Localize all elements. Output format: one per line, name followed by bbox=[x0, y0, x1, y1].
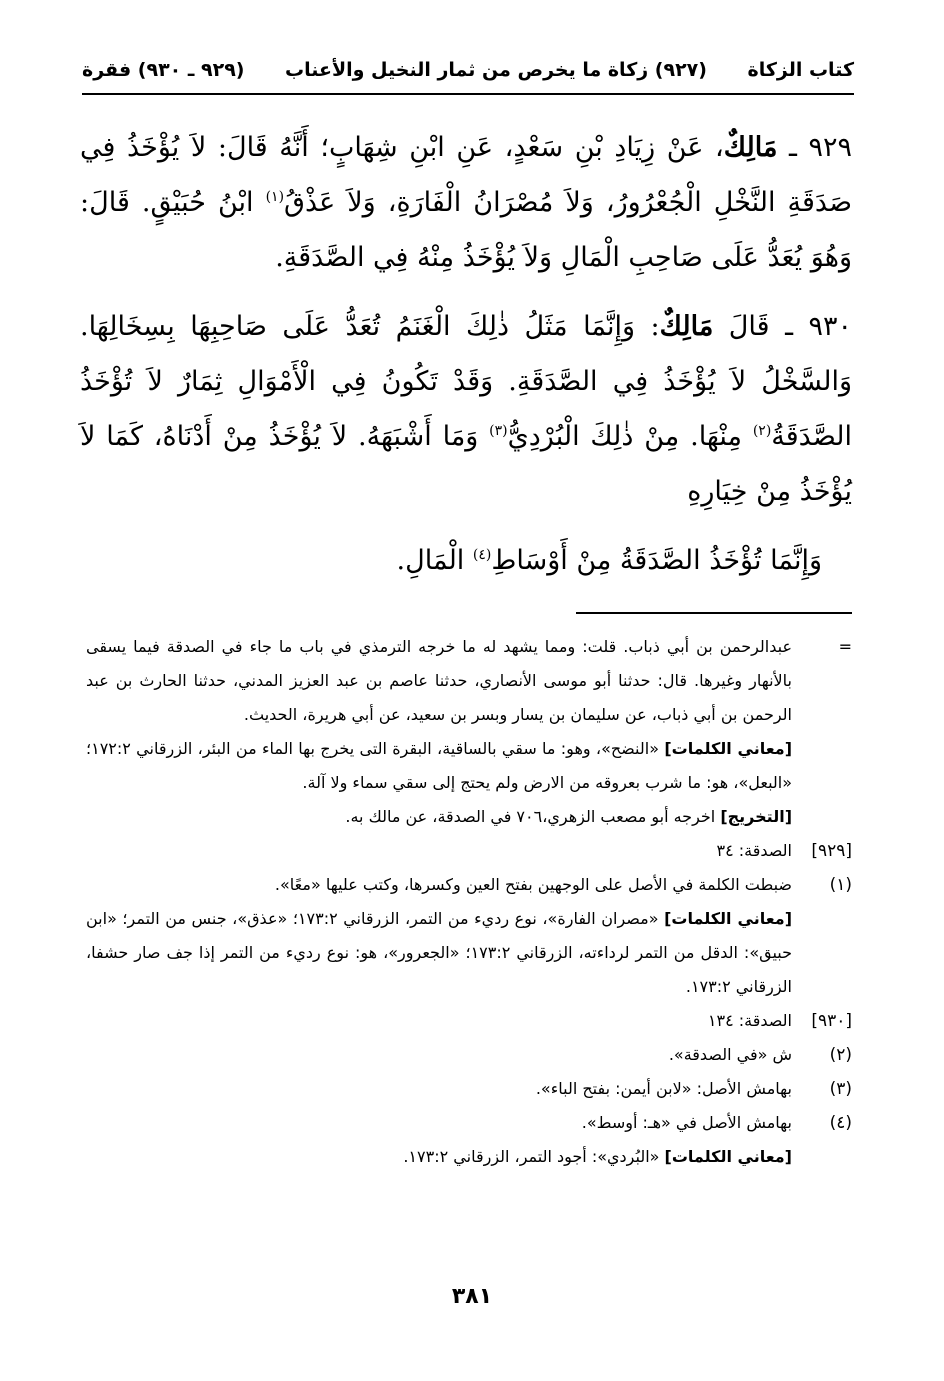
paragraph-text: ، عَنْ زِيَادِ بْنِ سَعْدٍ، عَنِ ابْنِ شِهَابٍ؛ أَنَّهُ قَالَ: لاَ يُؤْخَذُ فِي صَدَقَةِ النَّخْلِ الْجُعْرُورُ، وَلاَ مُصْرَانُ الْفَارَةِ، وَلاَ عَذْقُ bbox=[80, 132, 852, 218]
narrator-name: مَالِكٌ bbox=[659, 311, 714, 342]
main-text bbox=[80, 120, 852, 602]
paragraph-text: وَإِنَّمَا تُؤْخَذُ الصَّدَقَةُ مِنْ أَوْسَاطِ bbox=[491, 545, 822, 576]
paragraph-text: مِنْهَا. مِنْ ذٰلِكَ الْبُرْدِيُّ bbox=[507, 421, 753, 452]
continuation-mark: = bbox=[838, 637, 852, 656]
footnote-mark: (٢) bbox=[829, 1045, 852, 1065]
note-text: عبدالرحمن بن أبي ذباب. قلت: ومما يشهد له ما خرجه الترمذي في باب ما جاء في الصدقة فيما يسقى بالأنهار وغيرها. قال: حدثنا أبو موسى الأنصاري، حدثنا عاصم بن عبد العزيز المدني، حدثنا الحارث بن عبد الرحمن بن أبي ذباب، عن سليمان بن يسار وبسر بن سعيد، عن أبي هريرة، الحديث. bbox=[86, 637, 792, 724]
footnote-mark: (٤) bbox=[829, 1113, 852, 1133]
paragraph-text: قَالَ bbox=[713, 311, 770, 342]
footnote-2 bbox=[86, 1038, 852, 1072]
footnote-ref[interactable]: (١) bbox=[265, 189, 285, 205]
paragraph-930 bbox=[80, 299, 852, 519]
note-text: «النضح»، وهو: ما سقي بالساقية، البقرة التى يخرج بها الماء من البئر، الزرقاني ١٧٢:٢؛ «البعل»، هو: ما شرب بعروقه من الارض ولم يحتج إلى سقي سماء ولا آلة. bbox=[86, 739, 792, 792]
section-label: [معاني الكلمات] bbox=[664, 909, 793, 928]
paragraph-text: الْمَالِ. bbox=[396, 545, 473, 576]
page-number: ٣٨١ bbox=[451, 1284, 493, 1309]
note-text: الصدقة: ١٣٤ bbox=[707, 1011, 792, 1030]
note-text: «مصران الفارة»، نوع رديء من التمر، الزرقاني ١٧٣:٢؛ «عذق»، جنس من التمر؛ «ابن حبيق»: الدقل من التمر لرداءته، الزرقاني ١٧٣:٢؛ «الجعرور»، هو: نوع رديء من التمر إذا جف صار حشفا، الزرقاني ١٧٣:٢. bbox=[86, 909, 792, 996]
section-label: [التخريج] bbox=[720, 807, 792, 826]
section-label: [معاني الكلمات] bbox=[664, 1147, 792, 1166]
section-label: [معاني الكلمات] bbox=[664, 739, 793, 758]
note-929 bbox=[86, 834, 852, 868]
paragraph-text: وَمَا أَشْبَهَهُ. لاَ يُؤْخَذُ مِنْ أَدْنَاهُ، كَمَا لاَ يُؤْخَذُ مِنْ خِيَارِهِ bbox=[80, 421, 852, 507]
paragraph-range: (٩٢٩ ـ ٩٣٠) فقرة bbox=[82, 59, 245, 81]
footnotes bbox=[86, 630, 852, 1174]
footnote-4 bbox=[86, 1106, 852, 1174]
note-text: اخرجه أبو مصعب الزهري،٧٠٦ في الصدقة، عن مالك به. bbox=[345, 807, 721, 826]
footnote-ref[interactable]: (٤) bbox=[472, 547, 492, 563]
paragraph-text: ابْنُ حُبَيْقٍ. قَالَ: وَهُوَ يُعَدُّ عَلَى صَاحِبِ الْمَالِ وَلاَ يُؤْخَذُ مِنْهُ فِي الصَّدَقَةِ. bbox=[80, 187, 852, 273]
note-930 bbox=[86, 1004, 852, 1038]
narrator-name: مَالِكٌ bbox=[723, 132, 778, 163]
chapter-title: (٩٢٧) زكاة ما يخرص من ثمار النخيل والأعناب bbox=[285, 59, 707, 81]
note-text: ضبطت الكلمة في الأصل على الوجهين بفتح العين وكسرها، وكتب عليها «معًا». bbox=[274, 875, 792, 894]
footnote-3 bbox=[86, 1072, 852, 1106]
note-text: ش «في الصدقة». bbox=[668, 1045, 792, 1064]
header-rule bbox=[82, 93, 854, 95]
note-text: «البُردي»: أجود التمر، الزرقاني ١٧٣:٢. bbox=[403, 1147, 665, 1166]
note-text: الصدقة: ٣٤ bbox=[716, 841, 792, 860]
paragraph-number: ٩٢٩ ـ bbox=[788, 132, 852, 163]
footnote-ref[interactable]: (٣) bbox=[489, 423, 508, 439]
note-continuation bbox=[86, 630, 852, 834]
footnote-ref[interactable]: (٢) bbox=[752, 423, 772, 439]
paragraph-930-end bbox=[80, 533, 852, 588]
paragraph-number: ٩٣٠ ـ bbox=[785, 311, 852, 342]
footnote-mark: (٣) bbox=[829, 1079, 852, 1099]
paragraph-929 bbox=[80, 120, 852, 285]
book-title: كتاب الزكاة bbox=[747, 59, 854, 81]
note-mark: [٩٢٩] bbox=[811, 841, 852, 861]
footnote-1 bbox=[86, 868, 852, 1004]
note-text: بهامش الأصل: «لابن أيمن: بفتح الباء». bbox=[535, 1079, 792, 1098]
paragraph-text: : وَإِنَّمَا مَثَلُ ذٰلِكَ الْغَنَمُ تُعَدُّ عَلَى صَاحِبِهَا بِسِخَالِهَا. وَالسَّخْلُ لاَ يُؤْخَذُ فِي الصَّدَقَةِ. وَقَدْ تَكُونُ فِي الْأَمْوَالِ ثِمَارٌ لاَ تُؤْخَذُ الصَّدَقَةُ bbox=[80, 311, 852, 452]
footnote-mark: (١) bbox=[829, 875, 852, 895]
note-text: بهامش الأصل في «هـ: أوسط». bbox=[581, 1113, 792, 1132]
footnote-separator bbox=[576, 612, 852, 614]
note-mark: [٩٣٠] bbox=[811, 1011, 852, 1031]
running-header bbox=[82, 52, 854, 88]
